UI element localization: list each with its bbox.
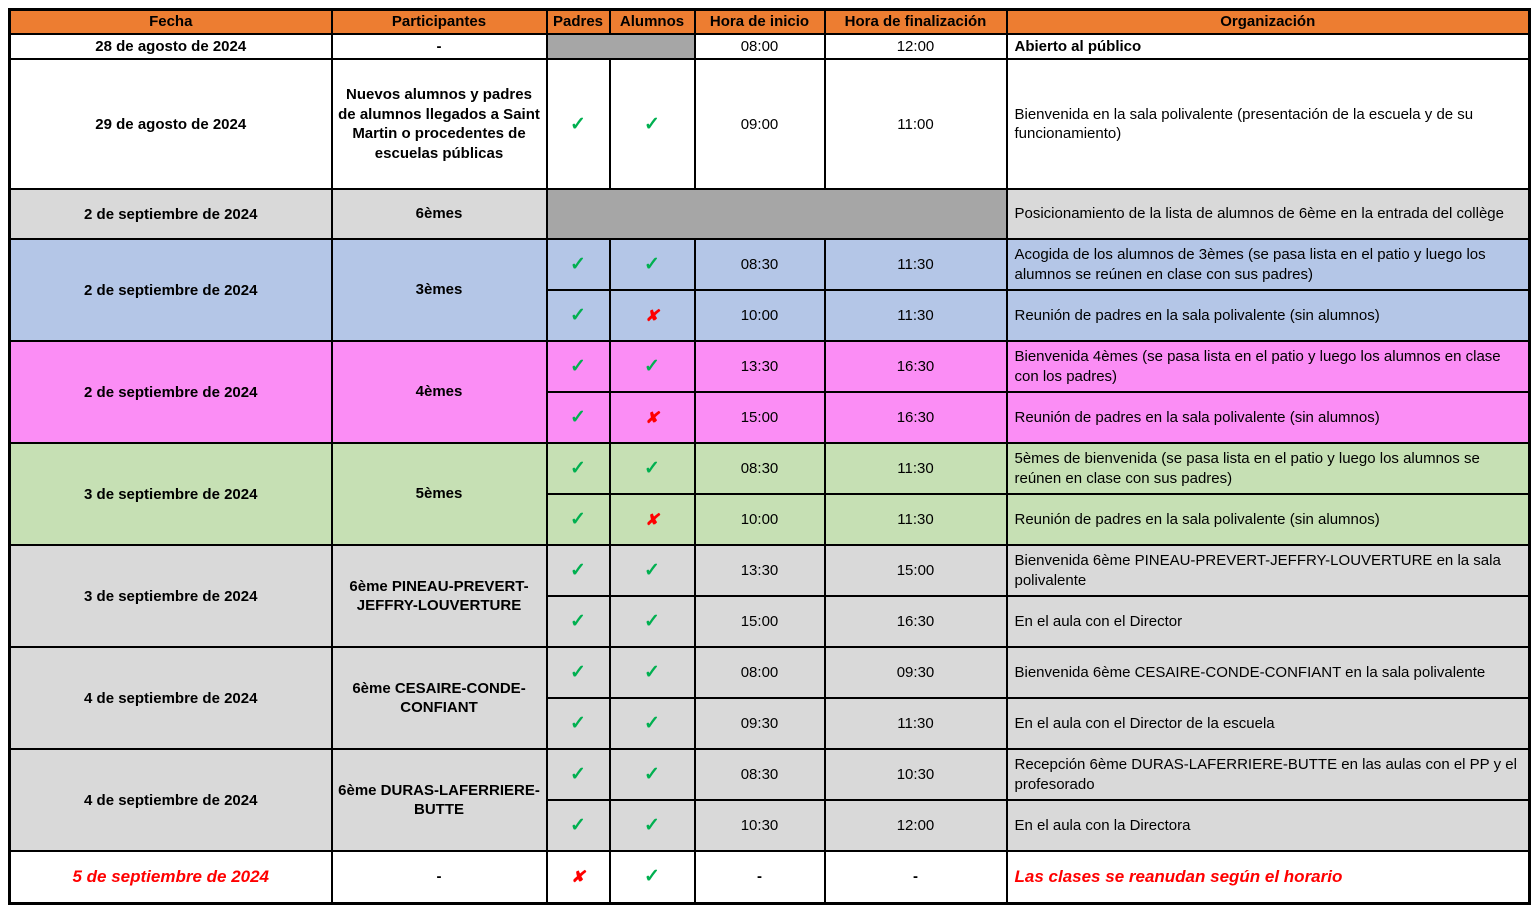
table-row	[10, 545, 1530, 596]
date-cell: 28 de agosto de 2024	[10, 34, 332, 60]
padres-mark-cell	[547, 239, 610, 290]
header-row	[10, 10, 1530, 34]
participants-cell: -	[332, 34, 547, 60]
organization-cell: Las clases se reanudan según el horario	[1007, 851, 1530, 903]
alumnos-mark-cell	[610, 494, 695, 545]
end-time-cell: -	[825, 851, 1007, 903]
alumnos-mark-cell	[610, 290, 695, 341]
date-cell: 4 de septiembre de 2024	[10, 647, 332, 749]
alumnos-mark-cell	[610, 647, 695, 698]
merged-gray-cell	[547, 189, 1007, 239]
end-time-cell: 15:00	[825, 545, 1007, 596]
organization-cell: Reunión de padres en la sala polivalente (sin alumnos)	[1007, 494, 1530, 545]
end-time-cell: 11:30	[825, 239, 1007, 290]
col-header-participantes: Participantes	[332, 10, 547, 34]
table-row	[10, 239, 1530, 290]
organization-cell: Bienvenida 4èmes (se pasa lista en el patio y luego los alumnos en clase con los padres)	[1007, 341, 1530, 392]
end-time-cell: 11:30	[825, 698, 1007, 749]
check-icon: ✓	[570, 815, 586, 836]
cross-icon: ✘	[571, 869, 585, 887]
start-time-cell: 08:30	[695, 239, 825, 290]
date-cell: 5 de septiembre de 2024	[10, 851, 332, 903]
participants-cell: 6ème CESAIRE-CONDE-CONFIANT	[332, 647, 547, 749]
cross-icon: ✘	[645, 512, 659, 529]
start-time-cell: 10:30	[695, 800, 825, 851]
date-cell: 4 de septiembre de 2024	[10, 749, 332, 851]
alumnos-mark-cell	[610, 596, 695, 647]
end-time-cell: 11:30	[825, 443, 1007, 494]
date-cell: 3 de septiembre de 2024	[10, 443, 332, 545]
cross-icon: ✘	[645, 308, 659, 325]
check-icon: ✓	[644, 815, 660, 836]
padres-mark-cell	[547, 341, 610, 392]
table-row	[10, 647, 1530, 698]
check-icon: ✓	[570, 254, 586, 275]
col-header-hora-finalizacion: Hora de finalización	[825, 10, 1007, 34]
end-time-cell: 12:00	[825, 34, 1007, 60]
padres-mark-cell	[547, 545, 610, 596]
end-time-cell: 10:30	[825, 749, 1007, 800]
col-header-hora-inicio: Hora de inicio	[695, 10, 825, 34]
start-time-cell: 10:00	[695, 494, 825, 545]
check-icon: ✓	[570, 458, 586, 479]
organization-cell: Bienvenida 6ème PINEAU-PREVERT-JEFFRY-LOUVERTURE en la sala polivalente	[1007, 545, 1530, 596]
participants-cell: 3èmes	[332, 239, 547, 341]
check-icon: ✓	[644, 356, 660, 377]
check-icon: ✓	[644, 611, 660, 632]
date-cell: 3 de septiembre de 2024	[10, 545, 332, 647]
end-time-cell: 16:30	[825, 596, 1007, 647]
end-time-cell: 11:00	[825, 59, 1007, 189]
alumnos-mark-cell	[610, 443, 695, 494]
start-time-cell: 15:00	[695, 596, 825, 647]
table-row	[10, 749, 1530, 800]
start-time-cell: 13:30	[695, 545, 825, 596]
alumnos-mark-cell	[610, 392, 695, 443]
padres-mark-cell	[547, 647, 610, 698]
alumnos-mark-cell	[610, 800, 695, 851]
end-time-cell: 11:30	[825, 494, 1007, 545]
participants-cell: 4èmes	[332, 341, 547, 443]
col-header-padres: Padres	[547, 10, 610, 34]
check-icon: ✓	[644, 866, 660, 888]
check-icon: ✓	[570, 560, 586, 581]
table-row	[10, 34, 1530, 60]
participants-cell: 5èmes	[332, 443, 547, 545]
start-time-cell: 09:00	[695, 59, 825, 189]
padres-mark-cell	[547, 749, 610, 800]
organization-cell: En el aula con el Director de la escuela	[1007, 698, 1530, 749]
organization-cell: Recepción 6ème DURAS-LAFERRIERE-BUTTE en las aulas con el PP y el profesorado	[1007, 749, 1530, 800]
participants-cell: -	[332, 851, 547, 903]
padres-mark-cell	[547, 392, 610, 443]
alumnos-mark-cell	[610, 749, 695, 800]
check-icon: ✓	[570, 713, 586, 734]
schedule-table	[8, 8, 1531, 905]
organization-cell: En el aula con el Director	[1007, 596, 1530, 647]
alumnos-mark-cell	[610, 239, 695, 290]
start-time-cell: -	[695, 851, 825, 903]
check-icon: ✓	[570, 407, 586, 428]
end-time-cell: 11:30	[825, 290, 1007, 341]
start-time-cell: 10:00	[695, 290, 825, 341]
participants-cell: 6èmes	[332, 189, 547, 239]
merged-padres-alumnos-cell	[547, 34, 695, 60]
end-time-cell: 09:30	[825, 647, 1007, 698]
check-icon: ✓	[570, 113, 586, 135]
check-icon: ✓	[644, 254, 660, 275]
organization-cell: Bienvenida 6ème CESAIRE-CONDE-CONFIANT en la sala polivalente	[1007, 647, 1530, 698]
col-header-alumnos: Alumnos	[610, 10, 695, 34]
padres-mark-cell	[547, 851, 610, 903]
alumnos-mark-cell	[610, 545, 695, 596]
date-cell: 2 de septiembre de 2024	[10, 341, 332, 443]
col-header-organizacion: Organización	[1007, 10, 1530, 34]
organization-cell: Acogida de los alumnos de 3èmes (se pasa lista en el patio y luego los alumnos se reúnen en clase con sus padres)	[1007, 239, 1530, 290]
participants-cell: Nuevos alumnos y padres de alumnos llegados a Saint Martin o procedentes de escuelas públicas	[332, 59, 547, 189]
check-icon: ✓	[644, 560, 660, 581]
check-icon: ✓	[570, 611, 586, 632]
end-time-cell: 12:00	[825, 800, 1007, 851]
table-row	[10, 59, 1530, 189]
table-row	[10, 341, 1530, 392]
check-icon: ✓	[570, 305, 586, 326]
check-icon: ✓	[570, 509, 586, 530]
end-time-cell: 16:30	[825, 392, 1007, 443]
check-icon: ✓	[644, 113, 660, 135]
start-time-cell: 09:30	[695, 698, 825, 749]
check-icon: ✓	[644, 764, 660, 785]
padres-mark-cell	[547, 59, 610, 189]
organization-cell: Reunión de padres en la sala polivalente (sin alumnos)	[1007, 290, 1530, 341]
cross-icon: ✘	[645, 410, 659, 427]
organization-cell: Abierto al público	[1007, 34, 1530, 60]
organization-cell: Bienvenida en la sala polivalente (presentación de la escuela y de su funcionamiento)	[1007, 59, 1530, 189]
padres-mark-cell	[547, 443, 610, 494]
participants-cell: 6ème PINEAU-PREVERT-JEFFRY-LOUVERTURE	[332, 545, 547, 647]
table-row	[10, 189, 1530, 239]
padres-mark-cell	[547, 698, 610, 749]
padres-mark-cell	[547, 494, 610, 545]
alumnos-mark-cell	[610, 851, 695, 903]
start-time-cell: 08:30	[695, 749, 825, 800]
check-icon: ✓	[570, 356, 586, 377]
date-cell: 2 de septiembre de 2024	[10, 239, 332, 341]
padres-mark-cell	[547, 800, 610, 851]
alumnos-mark-cell	[610, 341, 695, 392]
table-row	[10, 443, 1530, 494]
organization-cell: 5èmes de bienvenida (se pasa lista en el patio y luego los alumnos se reúnen en clase con sus padres)	[1007, 443, 1530, 494]
start-time-cell: 08:00	[695, 647, 825, 698]
participants-cell: 6ème DURAS-LAFERRIERE-BUTTE	[332, 749, 547, 851]
date-cell: 2 de septiembre de 2024	[10, 189, 332, 239]
organization-cell: Posicionamiento de la lista de alumnos de 6ème en la entrada del collège	[1007, 189, 1530, 239]
padres-mark-cell	[547, 290, 610, 341]
check-icon: ✓	[570, 764, 586, 785]
padres-mark-cell	[547, 596, 610, 647]
start-time-cell: 13:30	[695, 341, 825, 392]
col-header-fecha: Fecha	[10, 10, 332, 34]
start-time-cell: 15:00	[695, 392, 825, 443]
check-icon: ✓	[570, 662, 586, 683]
start-time-cell: 08:00	[695, 34, 825, 60]
check-icon: ✓	[644, 662, 660, 683]
start-time-cell: 08:30	[695, 443, 825, 494]
alumnos-mark-cell	[610, 59, 695, 189]
end-time-cell: 16:30	[825, 341, 1007, 392]
table-row	[10, 851, 1530, 903]
check-icon: ✓	[644, 458, 660, 479]
organization-cell: Reunión de padres en la sala polivalente (sin alumnos)	[1007, 392, 1530, 443]
date-cell: 29 de agosto de 2024	[10, 59, 332, 189]
organization-cell: En el aula con la Directora	[1007, 800, 1530, 851]
check-icon: ✓	[644, 713, 660, 734]
alumnos-mark-cell	[610, 698, 695, 749]
